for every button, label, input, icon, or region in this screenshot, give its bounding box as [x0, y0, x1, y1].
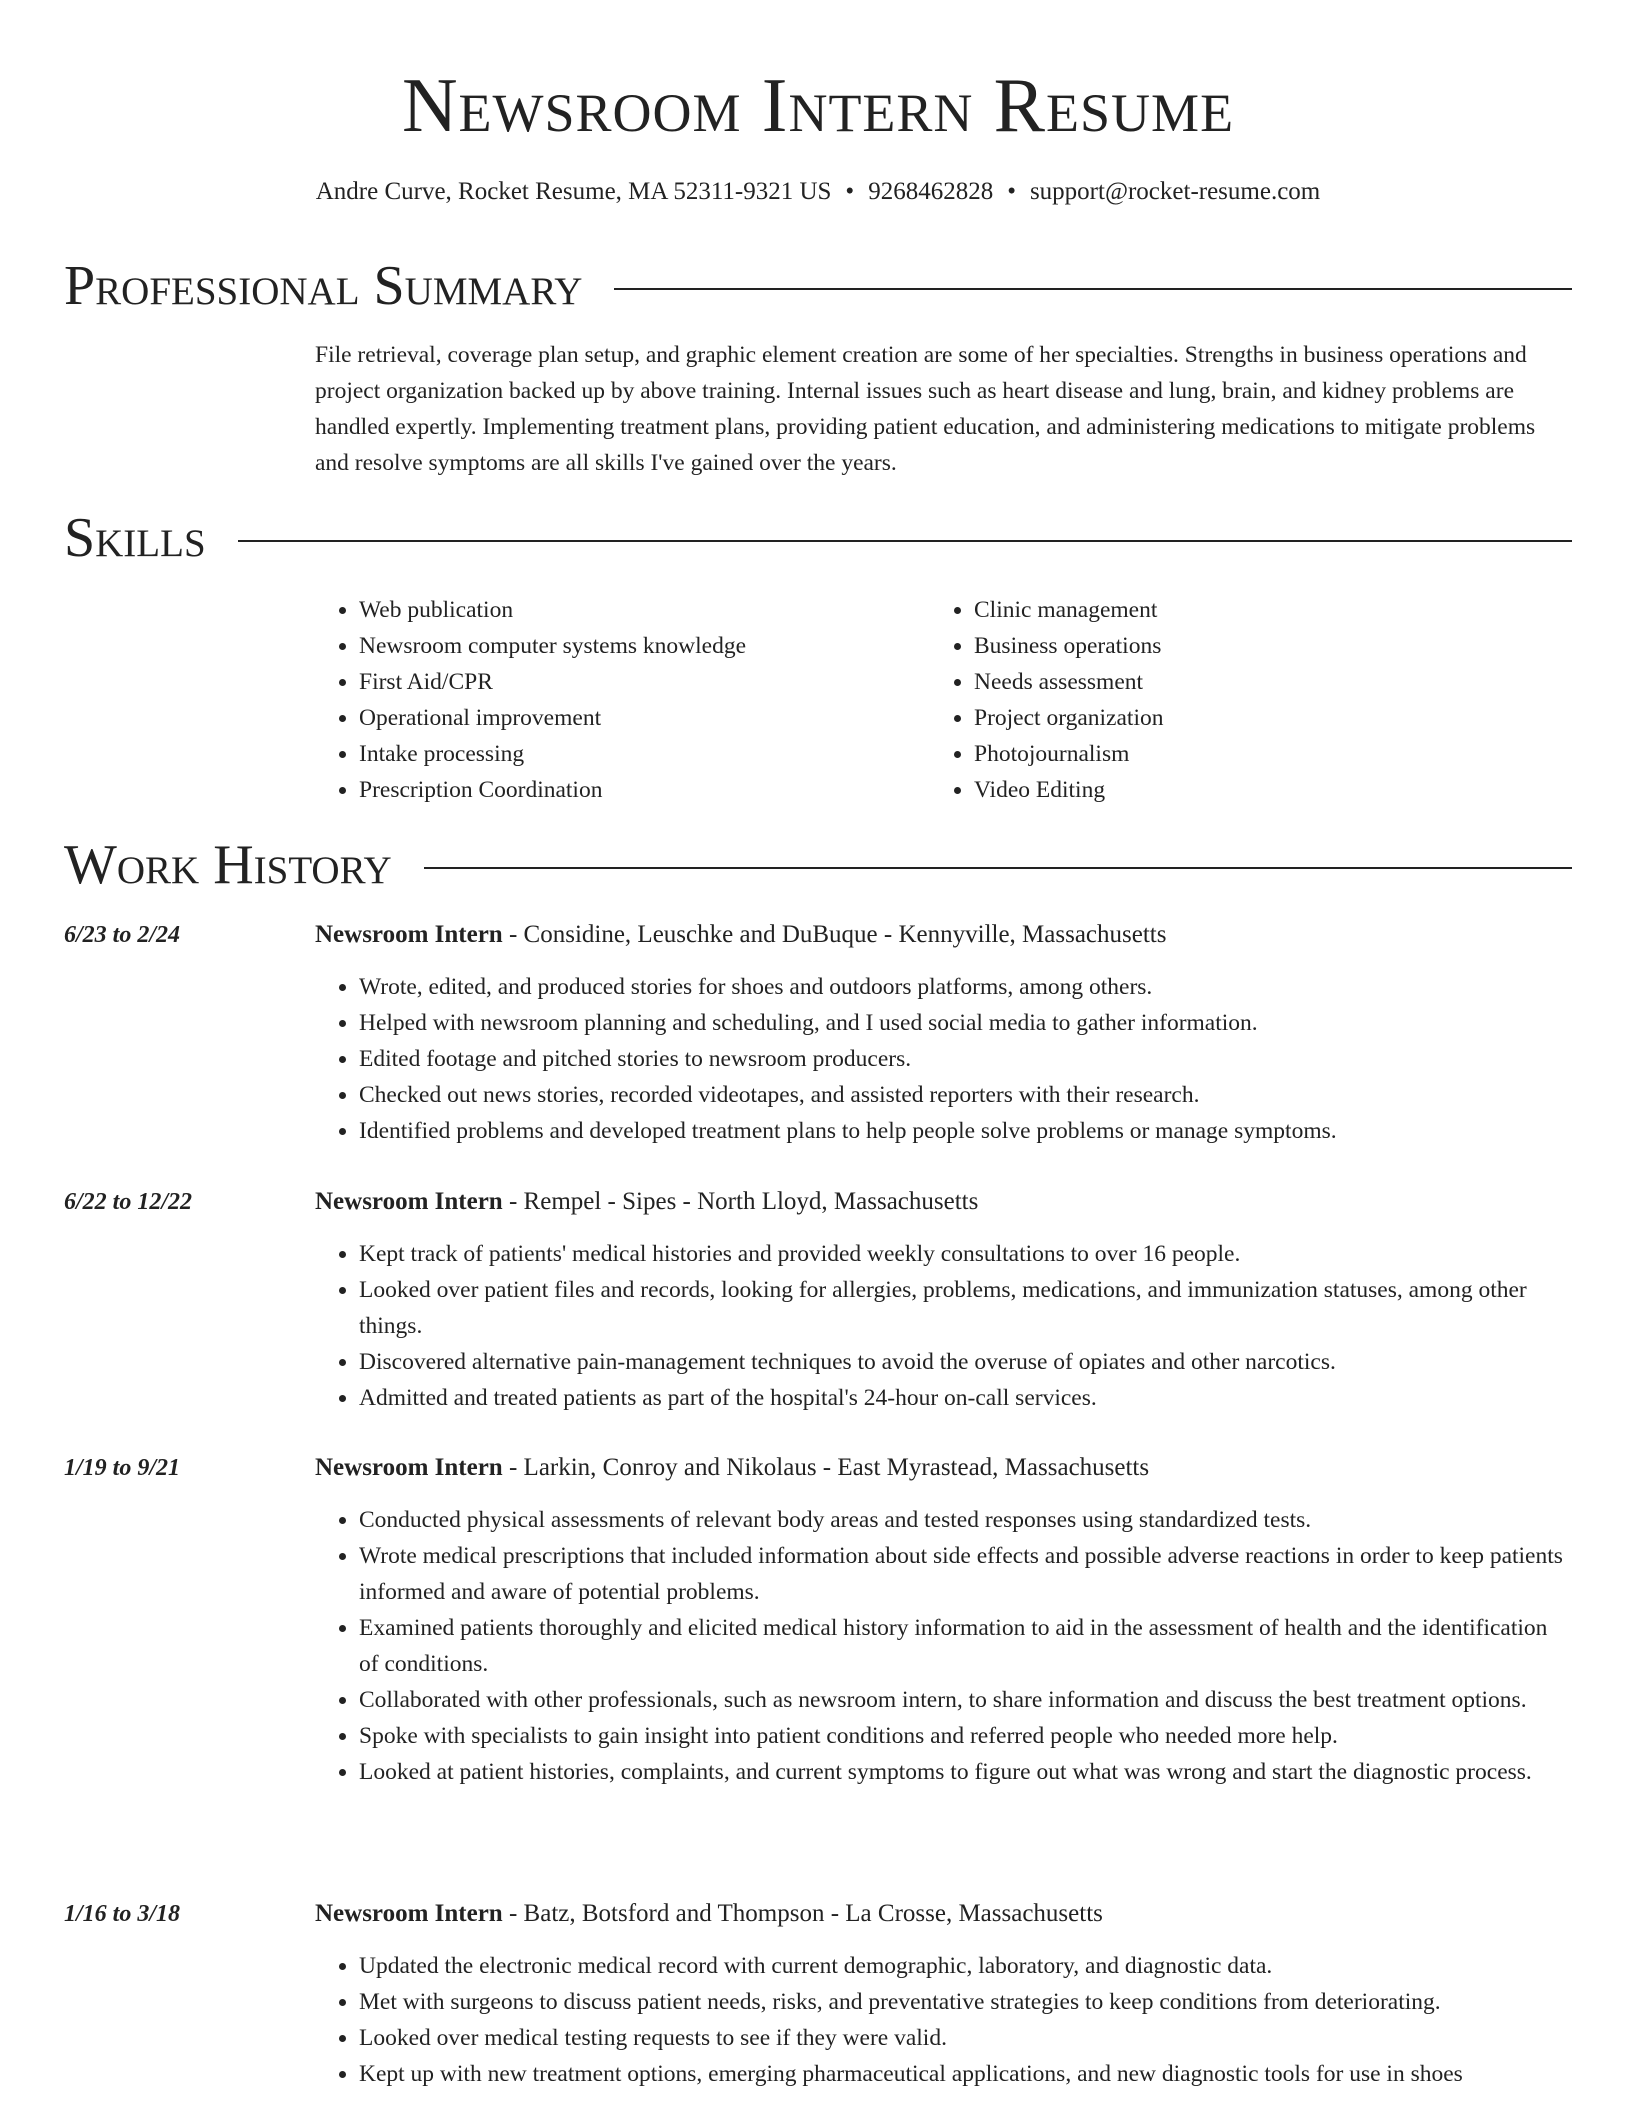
section-divider [238, 540, 1572, 542]
skills-list-left [315, 592, 919, 808]
job-bullet: • Helped with newsroom planning and scheduling, and I used social media to gather information. [359, 1005, 1572, 1041]
job-employer: - Batz, Botsford and Thompson - La Crosse, Massachusetts [502, 1900, 1103, 1927]
job-bullet: • Met with surgeons to discuss patient needs, risks, and preventative strategies to keep conditions from deteriorating. [359, 1984, 1572, 2020]
job-role: Newsroom Intern [315, 1900, 503, 1927]
job-role: Newsroom Intern [315, 1188, 503, 1215]
skill-item: • Intake processing [359, 736, 919, 772]
section-divider [424, 867, 1572, 869]
skills-heading: Skills [64, 507, 206, 569]
job-role: Newsroom Intern [315, 921, 503, 948]
job-heading [315, 1896, 1572, 1932]
contact-separator: • [845, 178, 855, 205]
job-bullet: • Conducted physical assessments of relevant body areas and tested responses using standardized tests. [359, 1502, 1572, 1538]
skill-item: • Photojournalism [974, 736, 1574, 772]
job-employer: - Considine, Leuschke and DuBuque - Kennyville, Massachusetts [502, 921, 1167, 948]
document-title: Newsroom Intern Resume [401, 62, 1235, 148]
job-bullet: • Looked over patient files and records, looking for allergies, problems, medications, and immunization statuses, among other things. [359, 1272, 1572, 1344]
work-history-section-header [64, 833, 1572, 897]
skill-item: • Business operations [974, 628, 1574, 664]
section-divider [614, 288, 1572, 290]
contact-email: support@rocket-resume.com [1029, 178, 1321, 205]
job-bullet-list [315, 969, 1572, 1149]
job-bullet: • Collaborated with other professionals, such as newsroom intern, to share information and discuss the best treatment options. [359, 1682, 1572, 1718]
job-bullet-list [315, 1948, 1572, 2092]
job-bullet-list [315, 1236, 1572, 1416]
job-bullet: • Checked out news stories, recorded videotapes, and assisted reporters with their research. [359, 1077, 1572, 1113]
summary-text: File retrieval, coverage plan setup, and graphic element creation are some of her specialties. Strengths in business operations and project organization backed up by above training. Internal issues such as heart disease and lung, brain, and kidney problems are handled expertly. Implementing treatment plans, providing patient education, and administering medications to mitigate problems and resolve symptoms are all skills I've gained over the years. [315, 342, 1536, 476]
job-bullet: • Discovered alternative pain-management techniques to avoid the overuse of opiates and other narcotics. [359, 1344, 1572, 1380]
job-heading [315, 1450, 1572, 1486]
contact-address: Andre Curve, Rocket Resume, MA 52311-9321 US [315, 178, 832, 205]
job-bullet: • Kept up with new treatment options, emerging pharmaceutical applications, and new diagnostic tools for use in shoes [359, 2056, 1572, 2092]
skill-item: • Clinic management [974, 592, 1574, 628]
skill-item: • Newsroom computer systems knowledge [359, 628, 919, 664]
job-bullet: • Kept track of patients' medical histories and provided weekly consultations to over 16 people. [359, 1236, 1572, 1272]
job-bullet: • Identified problems and developed treatment plans to help people solve problems or manage symptoms. [359, 1113, 1572, 1149]
work-history-heading: Work History [64, 834, 392, 896]
job-bullet: • Updated the electronic medical record with current demographic, laboratory, and diagnostic data. [359, 1948, 1572, 1984]
job-dates: 1/19 to 9/21 [64, 1455, 181, 1481]
job-dates: 6/23 to 2/24 [64, 922, 181, 948]
job-employer: - Rempel - Sipes - North Lloyd, Massachusetts [502, 1188, 979, 1215]
job-heading [315, 1184, 1572, 1220]
job-bullet: • Examined patients thoroughly and elicited medical history information to aid in the assessment of health and the identification of conditions. [359, 1610, 1572, 1682]
job-bullet: • Looked at patient histories, complaints, and current symptoms to figure out what was wrong and start the diagnostic process. [359, 1754, 1572, 1790]
skill-item: • Video Editing [974, 772, 1574, 808]
job-heading [315, 917, 1572, 953]
summary-heading: Professional Summary [64, 255, 583, 317]
job-bullet: • Wrote medical prescriptions that included information about side effects and possible adverse reactions in order to keep patients informed and aware of potential problems. [359, 1538, 1572, 1610]
job-bullet: • Spoke with specialists to gain insight into patient conditions and referred people who needed more help. [359, 1718, 1572, 1754]
job-dates: 1/16 to 3/18 [64, 1901, 181, 1927]
job-bullet: • Edited footage and pitched stories to newsroom producers. [359, 1041, 1572, 1077]
contact-line [64, 174, 1572, 210]
job-bullet: • Looked over medical testing requests to see if they were valid. [359, 2020, 1572, 2056]
contact-separator: • [1007, 178, 1016, 205]
skills-list-right [930, 592, 1574, 808]
skill-item: • Web publication [359, 592, 919, 628]
job-role: Newsroom Intern [315, 1454, 503, 1481]
skills-section-header [64, 506, 1572, 570]
skill-item: • Prescription Coordination [359, 772, 919, 808]
skill-item: • Operational improvement [359, 700, 919, 736]
job-bullet-list [315, 1502, 1572, 1790]
job-dates: 6/22 to 12/22 [64, 1189, 193, 1215]
job-bullet: • Wrote, edited, and produced stories for shoes and outdoors platforms, among others. [359, 969, 1572, 1005]
skill-item: • Project organization [974, 700, 1574, 736]
job-bullet: • Admitted and treated patients as part of the hospital's 24-hour on-call services. [359, 1380, 1572, 1416]
job-employer: - Larkin, Conroy and Nikolaus - East Myrastead, Massachusetts [502, 1454, 1150, 1481]
summary-section-header [64, 254, 1572, 318]
contact-phone: 9268462828 [868, 178, 994, 205]
skill-item: • First Aid/CPR [359, 664, 919, 700]
skill-item: • Needs assessment [974, 664, 1574, 700]
